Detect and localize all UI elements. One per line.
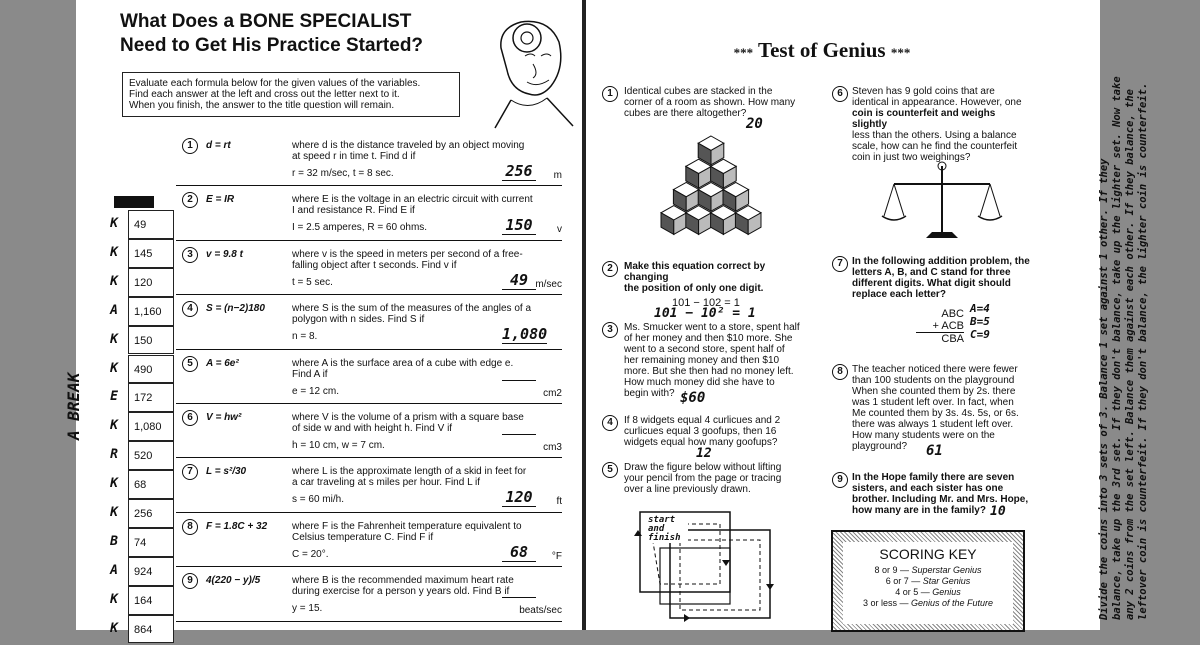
question-1: 1 Identical cubes are stacked in the corner of a room as shown. How many cubes are there altogether? bbox=[602, 86, 812, 119]
answer-q8-handwritten: 61 bbox=[926, 443, 943, 459]
problem-description: where A is the surface area of a cube with edge e. Find A if bbox=[292, 357, 514, 380]
question-6: 6 Steven has 9 gold coins that are identical in appearance. However, one coin is counterfeit and weighs slightly less than the others. Using a balance scale, how can he find the counterfeit coin in just two weighings? bbox=[832, 86, 1032, 163]
answer-table-value: 864 bbox=[128, 615, 174, 644]
problem-answer-handwritten: 1,080 bbox=[502, 325, 548, 344]
answer-table-letter: K bbox=[110, 331, 118, 347]
problem-description: where L is the approximate length of a skid in feet for a car traveling at s miles per hour. Find L if bbox=[292, 466, 527, 489]
answer-q7-handwritten: A=4 B=5 C=9 bbox=[970, 302, 990, 341]
problem-number: 9 bbox=[182, 573, 198, 589]
answer-table-value: 1,160 bbox=[128, 297, 174, 326]
answer-table-value: 490 bbox=[128, 355, 174, 384]
answer-q9-handwritten: 10 bbox=[990, 504, 1006, 519]
problem-unit: ft bbox=[556, 496, 562, 508]
trace-figure-start-label: start and finish bbox=[648, 516, 688, 543]
answer-q4-handwritten: 12 bbox=[696, 446, 712, 461]
equation-q2: 101 − 102 = 1 bbox=[672, 297, 740, 309]
problem-number: 3 bbox=[182, 247, 198, 263]
answer-table-letter: K bbox=[110, 620, 118, 636]
problem-description: where F is the Fahrenheit temperature equivalent to Celsius temperature C. Find F if bbox=[292, 520, 522, 543]
problem-row bbox=[176, 132, 562, 186]
problem-row bbox=[176, 458, 562, 512]
answer-q6-handwritten-margin: Divide the coins into 3 sets of 3. Balance 1 set against 1 other. If they balance, take up the 3rd set. If they don't balance, take up the lighter set. Now take any 2 coins from the set left. Balance them against each other. If they balance, the leftover coin is counterfeit. If they don't balance, the lighter coin is counterfeit. bbox=[1098, 76, 1149, 620]
answer-table-letter: K bbox=[110, 418, 118, 434]
worksheet-right bbox=[586, 0, 1149, 630]
problem-row bbox=[176, 350, 562, 404]
problem-given-values: s = 60 mi/h. bbox=[292, 494, 344, 506]
problem-formula: V = hw² bbox=[206, 412, 242, 423]
problem-row bbox=[176, 186, 562, 240]
problem-given-values: I = 2.5 amperes, R = 60 ohms. bbox=[292, 222, 428, 234]
problem-number: 2 bbox=[182, 192, 198, 208]
answer-table-letter: K bbox=[110, 476, 118, 492]
problem-given-values: t = 5 sec. bbox=[292, 276, 333, 288]
question-9: 9 In the Hope family there are seven sisters, and each sister has one brother. Including Mr. and Mrs. Hope, how many are in the family? bbox=[832, 472, 1032, 516]
problem-answer-handwritten bbox=[502, 434, 536, 435]
answer-table-value: 49 bbox=[128, 210, 174, 239]
problem-formula: v = 9.8 t bbox=[206, 248, 243, 260]
answer-table-header bbox=[114, 196, 154, 208]
answer-table-value: 164 bbox=[128, 586, 174, 615]
problem-unit: cm2 bbox=[543, 387, 562, 399]
problem-number: 5 bbox=[182, 356, 198, 372]
problem-unit: m bbox=[553, 170, 562, 181]
problem-number: 6 bbox=[182, 410, 198, 426]
problem-answer-handwritten: 150 bbox=[502, 216, 536, 235]
problem-answer-handwritten: 68 bbox=[502, 543, 536, 562]
answer-table-letter: R bbox=[110, 447, 118, 463]
problem-unit: °F bbox=[551, 550, 562, 562]
answer-table-letter: K bbox=[110, 591, 118, 607]
problem-number: 4 bbox=[182, 301, 198, 317]
problem-given-values: e = 12 cm. bbox=[292, 385, 339, 397]
answer-table-letter: A bbox=[110, 302, 118, 318]
doctor-cartoon-illustration bbox=[481, 8, 581, 136]
problem-row bbox=[176, 404, 562, 458]
problem-answer-handwritten bbox=[502, 597, 536, 598]
question-4: 4 If 8 widgets equal 4 curlicues and 2 curlicues equal 3 goofups, then 16 widgets equal how many goofups? bbox=[602, 415, 812, 448]
answer-q1-handwritten: 20 bbox=[746, 116, 763, 132]
test-title: *** Test of Genius *** bbox=[733, 38, 911, 62]
cube-stack-illustration bbox=[636, 128, 786, 238]
answer-table-value: 145 bbox=[128, 239, 174, 268]
answer-q3-handwritten: $60 bbox=[680, 390, 706, 406]
problem-answer-handwritten bbox=[502, 380, 536, 381]
answer-table-letter: K bbox=[110, 244, 118, 260]
side-answer-handwritten: A BREAK bbox=[64, 372, 83, 440]
answer-table-value: 150 bbox=[128, 326, 174, 355]
answer-table-letter: K bbox=[110, 273, 118, 289]
problem-divider bbox=[176, 621, 562, 622]
worksheet-title: What Does a BONE SPECIALIST Need to Get His Practice Started? bbox=[120, 11, 424, 56]
problem-description: where d is the distance traveled by an object moving at speed r in time t. Find d if bbox=[292, 140, 525, 162]
problem-unit: cm3 bbox=[543, 442, 562, 453]
answer-table-letter: B bbox=[110, 533, 118, 549]
problem-answer-handwritten: 256 bbox=[502, 162, 536, 181]
answer-table-letter: E bbox=[110, 389, 118, 405]
question-5: 5 Draw the figure below without lifting your pencil from the page or tracing over a line previously drawn. bbox=[602, 462, 812, 495]
question-2: 2 Make this equation correct by changing the position of only one digit. bbox=[602, 261, 812, 294]
problem-answer-handwritten: 120 bbox=[502, 488, 536, 507]
problem-row bbox=[176, 567, 562, 621]
scoring-key bbox=[831, 530, 1025, 632]
answer-table-letter: A bbox=[110, 562, 118, 578]
answer-table-value: 924 bbox=[128, 557, 174, 586]
answer-table-letter: K bbox=[110, 216, 118, 231]
question-7: 7 In the following addition problem, the letters A, B, and C stand for three different digits. What digit should replace each letter? bbox=[832, 256, 1032, 300]
problem-formula: S = (n−2)180 bbox=[206, 303, 265, 315]
scoring-row: 8 or 9 — Superstar Genius bbox=[874, 565, 982, 575]
answer-table-value: 1,080 bbox=[128, 412, 174, 441]
problem-description: where B is the recommended maximum heart rate during exercise for a person y years old. Find B if bbox=[292, 575, 514, 598]
scoring-row: 4 or 5 — Genius bbox=[895, 587, 961, 597]
problem-description: where S is the sum of the measures of the angles of a polygon with n sides. Find S if bbox=[292, 303, 532, 326]
answer-q2-handwritten: 101 − 10² = 1 bbox=[654, 306, 756, 321]
problem-given-values: h = 10 cm, w = 7 cm. bbox=[292, 440, 385, 451]
problem-formula: L = s²/30 bbox=[206, 466, 247, 478]
question-3: 3 Ms. Smucker went to a store, spent half of her money and then $10 more. She went to a second store, spent half of her remaining money and then $10 more. But she then had no money left. How much money did she have to begin with? bbox=[602, 322, 812, 399]
answer-table-value: 520 bbox=[128, 441, 174, 470]
answer-table-value: 256 bbox=[128, 499, 174, 528]
problem-description: where v is the speed in meters per second of a free- falling object after t seconds. Find v if bbox=[292, 248, 523, 271]
problem-formula: F = 1.8C + 32 bbox=[206, 520, 268, 532]
answer-table-value: 120 bbox=[128, 268, 174, 297]
worksheet-left bbox=[64, 0, 582, 636]
problem-given-values: C = 20°. bbox=[292, 548, 329, 560]
problem-unit: v bbox=[557, 224, 562, 236]
problem-given-values: y = 15. bbox=[292, 603, 323, 615]
answer-table-value: 68 bbox=[128, 470, 174, 499]
problem-formula: A = 6e² bbox=[206, 357, 239, 369]
problem-number: 1 bbox=[182, 138, 198, 154]
instructions-box: Evaluate each formula below for the given values of the variables. Find each answer at the left and cross out the letter next to it. When you finish, the answer to the title question will remain. bbox=[122, 72, 460, 117]
question-8: 8 The teacher noticed there were fewer than 100 students on the playground When she counted them by 2s. there was 1 student left over. In fact, when Me counted them by 3s. 4s. 5s, or 6s. there was always 1 student left over. How many students were on the playground? bbox=[832, 364, 1032, 452]
problem-row bbox=[176, 295, 562, 349]
answer-table-value: 74 bbox=[128, 528, 174, 557]
balance-scale-illustration bbox=[882, 158, 1002, 244]
problem-row bbox=[176, 513, 562, 567]
answer-table-value: 172 bbox=[128, 383, 174, 412]
scoring-row: 6 or 7 — Star Genius bbox=[885, 576, 971, 586]
scoring-row: 3 or less — Genius of the Future bbox=[862, 598, 994, 608]
problem-given-values: n = 8. bbox=[292, 331, 318, 343]
answer-table-letter: K bbox=[110, 505, 118, 520]
problem-answer-handwritten: 49 bbox=[502, 271, 536, 290]
addition-problem-q7: ABC + ACB CBA bbox=[916, 308, 964, 345]
problem-description: where V is the volume of a prism with a square base of side w and with height h. Find V if bbox=[292, 412, 524, 434]
problem-unit: m/sec bbox=[535, 278, 562, 290]
problem-formula: E = IR bbox=[206, 194, 235, 206]
problem-formula: 4(220 − y)/5 bbox=[206, 575, 261, 587]
problem-number: 7 bbox=[182, 464, 198, 480]
answer-table-letter: K bbox=[110, 360, 118, 376]
scoring-key-title: SCORING KEY bbox=[879, 546, 977, 562]
problem-number: 8 bbox=[182, 519, 198, 535]
problem-formula: d = rt bbox=[206, 140, 231, 151]
problem-row bbox=[176, 241, 562, 295]
problem-given-values: r = 32 m/sec, t = 8 sec. bbox=[292, 168, 394, 179]
problem-unit: beats/sec bbox=[519, 605, 562, 617]
problem-description: where E is the voltage in an electric circuit with current I and resistance R. Find E if bbox=[292, 194, 533, 217]
